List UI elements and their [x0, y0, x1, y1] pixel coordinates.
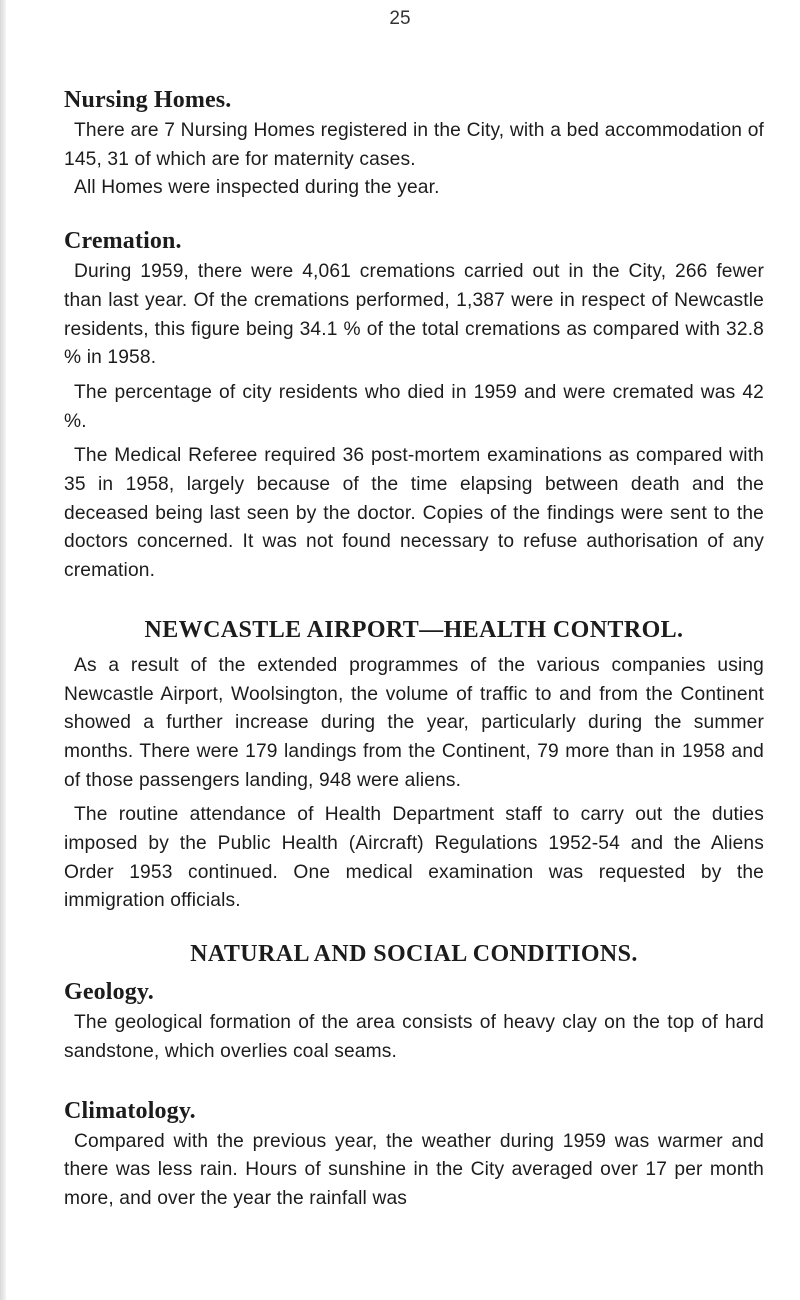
geology-paragraph-1: The geological formation of the area consists of heavy clay on the top of hard sandstone, which overlies coal seams. [64, 1012, 764, 1062]
cremation-paragraph-2: The percentage of city residents who died in 1959 and were cremated was 42 %. [64, 381, 764, 432]
section-airport-health-control [64, 614, 764, 916]
natural-conditions-heading: NATURAL AND SOCIAL CONDITIONS. [190, 941, 638, 968]
nursing-homes-paragraph-2: All Homes were inspected during the year. [74, 177, 440, 199]
section-nursing-homes [64, 84, 764, 203]
airport-paragraph-2: The routine attendance of Health Department staff to carry out the duties imposed by the Public Health (Aircraft) Regulations 1952-54 and the Aliens Order 1953 continued. One medical examination was requested by the immigration officials. [64, 804, 764, 912]
airport-heading: NEWCASTLE AIRPORT—HEALTH CONTROL. [144, 616, 684, 643]
geology-heading: Geology. [64, 979, 154, 1006]
nursing-homes-paragraph-1: There are 7 Nursing Homes registered in the City, with a bed accommodation of 145, 31 of which are for maternity cases. [64, 120, 764, 170]
section-climatology [64, 1095, 764, 1214]
nursing-homes-heading: Nursing Homes. [64, 87, 232, 113]
section-natural-social-conditions [64, 938, 764, 970]
page-number: 25 [389, 8, 411, 29]
cremation-heading: Cremation. [64, 228, 182, 255]
section-cremation [64, 225, 764, 586]
climatology-heading: Climatology. [64, 1097, 196, 1124]
airport-paragraph-1: As a result of the extended programmes of the various companies using Newcastle Airport, Woolsington, the volume of traffic to and from the Continent showed a further increase during the year, particularly during the summer months. There were 179 landings from the Continent, 79 more than in 1958 and of those passengers landing, 948 were aliens. [64, 654, 764, 791]
cremation-paragraph-1: During 1959, there were 4,061 cremations carried out in the City, 266 fewer than last year. Of the cremations performed, 1,387 were in respect of Newcastle residents, this figure being 34.1 % of the total cremations as compared with 32.8 % in 1958. [64, 261, 764, 369]
page-binding-edge [0, 0, 6, 1300]
document-body [64, 84, 764, 1214]
climatology-paragraph-1: Compared with the previous year, the weather during 1959 was warmer and there was less rain. Hours of sunshine in the City averaged over 17 per month more, and over the year the rainfall was [64, 1130, 764, 1209]
cremation-paragraph-3: The Medical Referee required 36 post-mortem examinations as compared with 35 in 1958, largely because of the time elapsing between death and the deceased being last seen by the doctor. Copies of the findings were sent to the doctors concerned. It was not found necessary to refuse authorisation of any cremation. [64, 445, 764, 582]
section-geology [64, 976, 764, 1066]
